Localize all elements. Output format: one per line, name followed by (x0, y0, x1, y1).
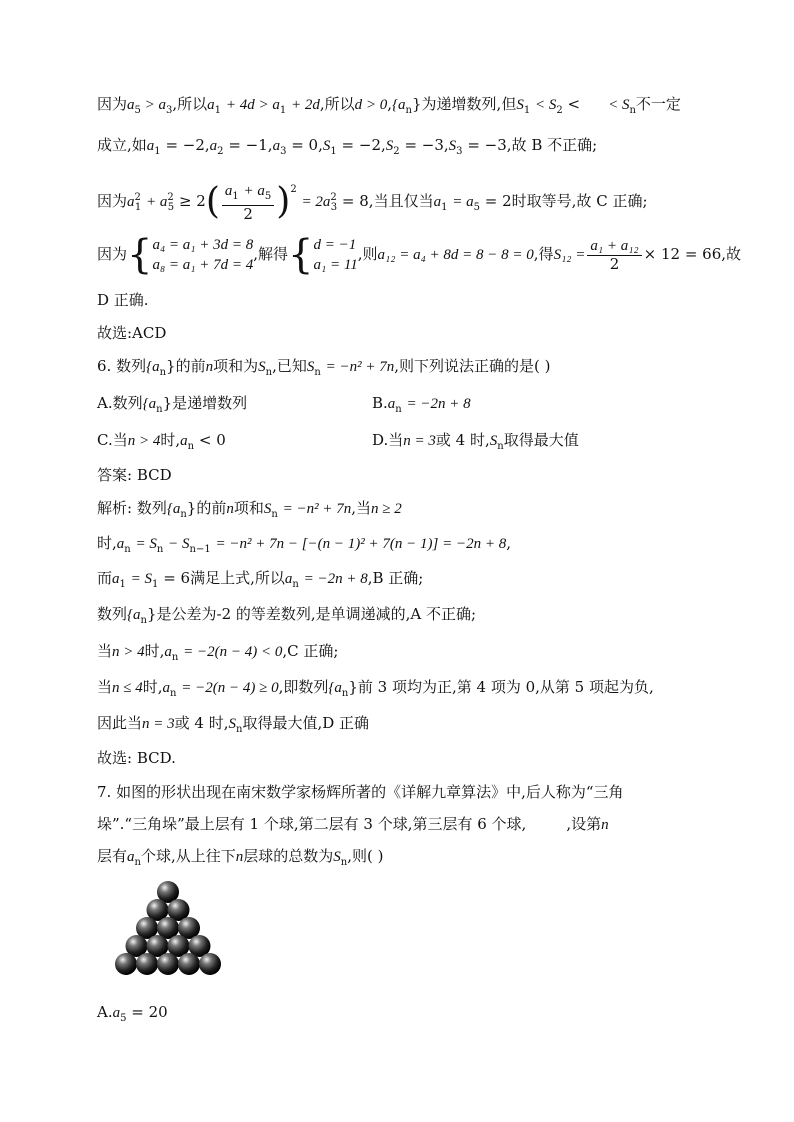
solution-line: 解析: 数列$\{a_n\}$的前n项和$S_n = -n^2 + 7n$,当n ≥ 2 (97, 499, 402, 520)
ball (178, 953, 200, 975)
answer: 答案: BCD (97, 466, 172, 484)
text-line: 因为$a_5 > a_3$,所以$a_1 + 4d > a_1 + 2d$,所以$d > 0,\{a_n\}$为递增数列,但$S_1 < S_2$ < < $S_n$不一定 (97, 95, 681, 116)
question-7: 7. 如图的形状出现在南宋数学家杨辉所著的《详解九章算法》中,后人称为“三角 (97, 783, 624, 801)
solution-line: 数列$\{a_n\}$是公差为-2 的等差数列,是单调递减的,A 不正确; (97, 605, 477, 626)
text-line-system: 因为{ a₄ = a₁ + 3d = 8 a₈ = a₁ + 7d = 4 ,解得{ d = −1 a₁ = 11 ,则a₁₂ = a₄ + 8d = 8 − 8 = 0,得S₁₂ = $\frac{\text{a₁ + a₁₂}}{2}$ × 12 = 66,故 (97, 232, 742, 278)
option-a: A.数列$\{a_n\}$是递增数列 (97, 394, 248, 415)
text-line: D 正确. (97, 291, 149, 309)
text-line: 成立,如$a_1 = -2,a_2 = -1,a_3 = 0,S_1 = -2,S_2 = -3,S_3 = -3$,故 B 不正确; (97, 136, 598, 157)
solution-line: 故选: BCD. (97, 749, 176, 767)
solution-line: 因此当n = 3或 4 时$,S_n$取得最大值,D 正确 (97, 714, 370, 735)
option-b: $B.a_n = -2n + 8$ (372, 394, 471, 415)
solution-line: 当n > 4时$,a_n = -2(n - 4) < 0,C$ 正确; (97, 642, 339, 663)
ball (157, 953, 179, 975)
ball (199, 953, 221, 975)
option-c: C.当n > 4时$,a_n < 0$ (97, 431, 226, 452)
ball (115, 953, 137, 975)
equation-system: a₄ = a₁ + 3d = 8 a₈ = a₁ + 7d = 4 (152, 237, 254, 273)
text-line-fraction: 因为$a^2_1 + a^2_5 \ge 2$( $\frac{a_1 + a_5}{2}$ )$^2 = 2a^2_3 = 8$,当且仅当$a_1 = a_5 = 2$时取等号,故 C 正确; (97, 181, 648, 223)
ball (136, 953, 158, 975)
solution-line: 当n ≤ 4时$,a_n = -2(n - 4) \ge 0$,即数列$\{a_n\}$前 3 项均为正,第 4 项为 0,从第 5 项起为负, (97, 678, 654, 699)
question-7: 垛”.“三角垛”最上层有 1 个球,第二层有 3 个球,第三层有 6 个球, ,设第n (97, 815, 609, 833)
text-line: 故选:ACD (97, 324, 167, 342)
option-a-q7: $A.a_5 = 20$ (97, 1003, 168, 1024)
question-7: 层有$a_n$个球,从上往下n层球的总数为$S_n$,则( ) (97, 847, 384, 868)
fraction: $\frac{a_1 + a_5}{2}$ (222, 182, 274, 223)
question-6: 6. 数列$\{a_n\}$的前n项和为$S_n$,已知$S_n = -n^2 + 7n$,则下列说法正确的是( ) (97, 357, 551, 378)
ball-pyramid-image (113, 880, 223, 980)
solution-system: d = −1 a₁ = 11 (313, 237, 358, 273)
solution-line: 而$a_1 = S_1 = 6$满足上式,所以$a_n = -2n + 8,B$ 正确; (97, 569, 424, 590)
option-d: D.当n = 3或 4 时$,S_n$取得最大值 (372, 431, 579, 452)
fraction: $\frac{\text{a₁ + a₁₂}}{2}$ (587, 238, 641, 273)
solution-line: 时$,a_n = S_n - S_{n-1} = -n^2 + 7n - [-(n - 1)^2 + 7(n - 1)] = -2n + 8$, (97, 534, 511, 555)
